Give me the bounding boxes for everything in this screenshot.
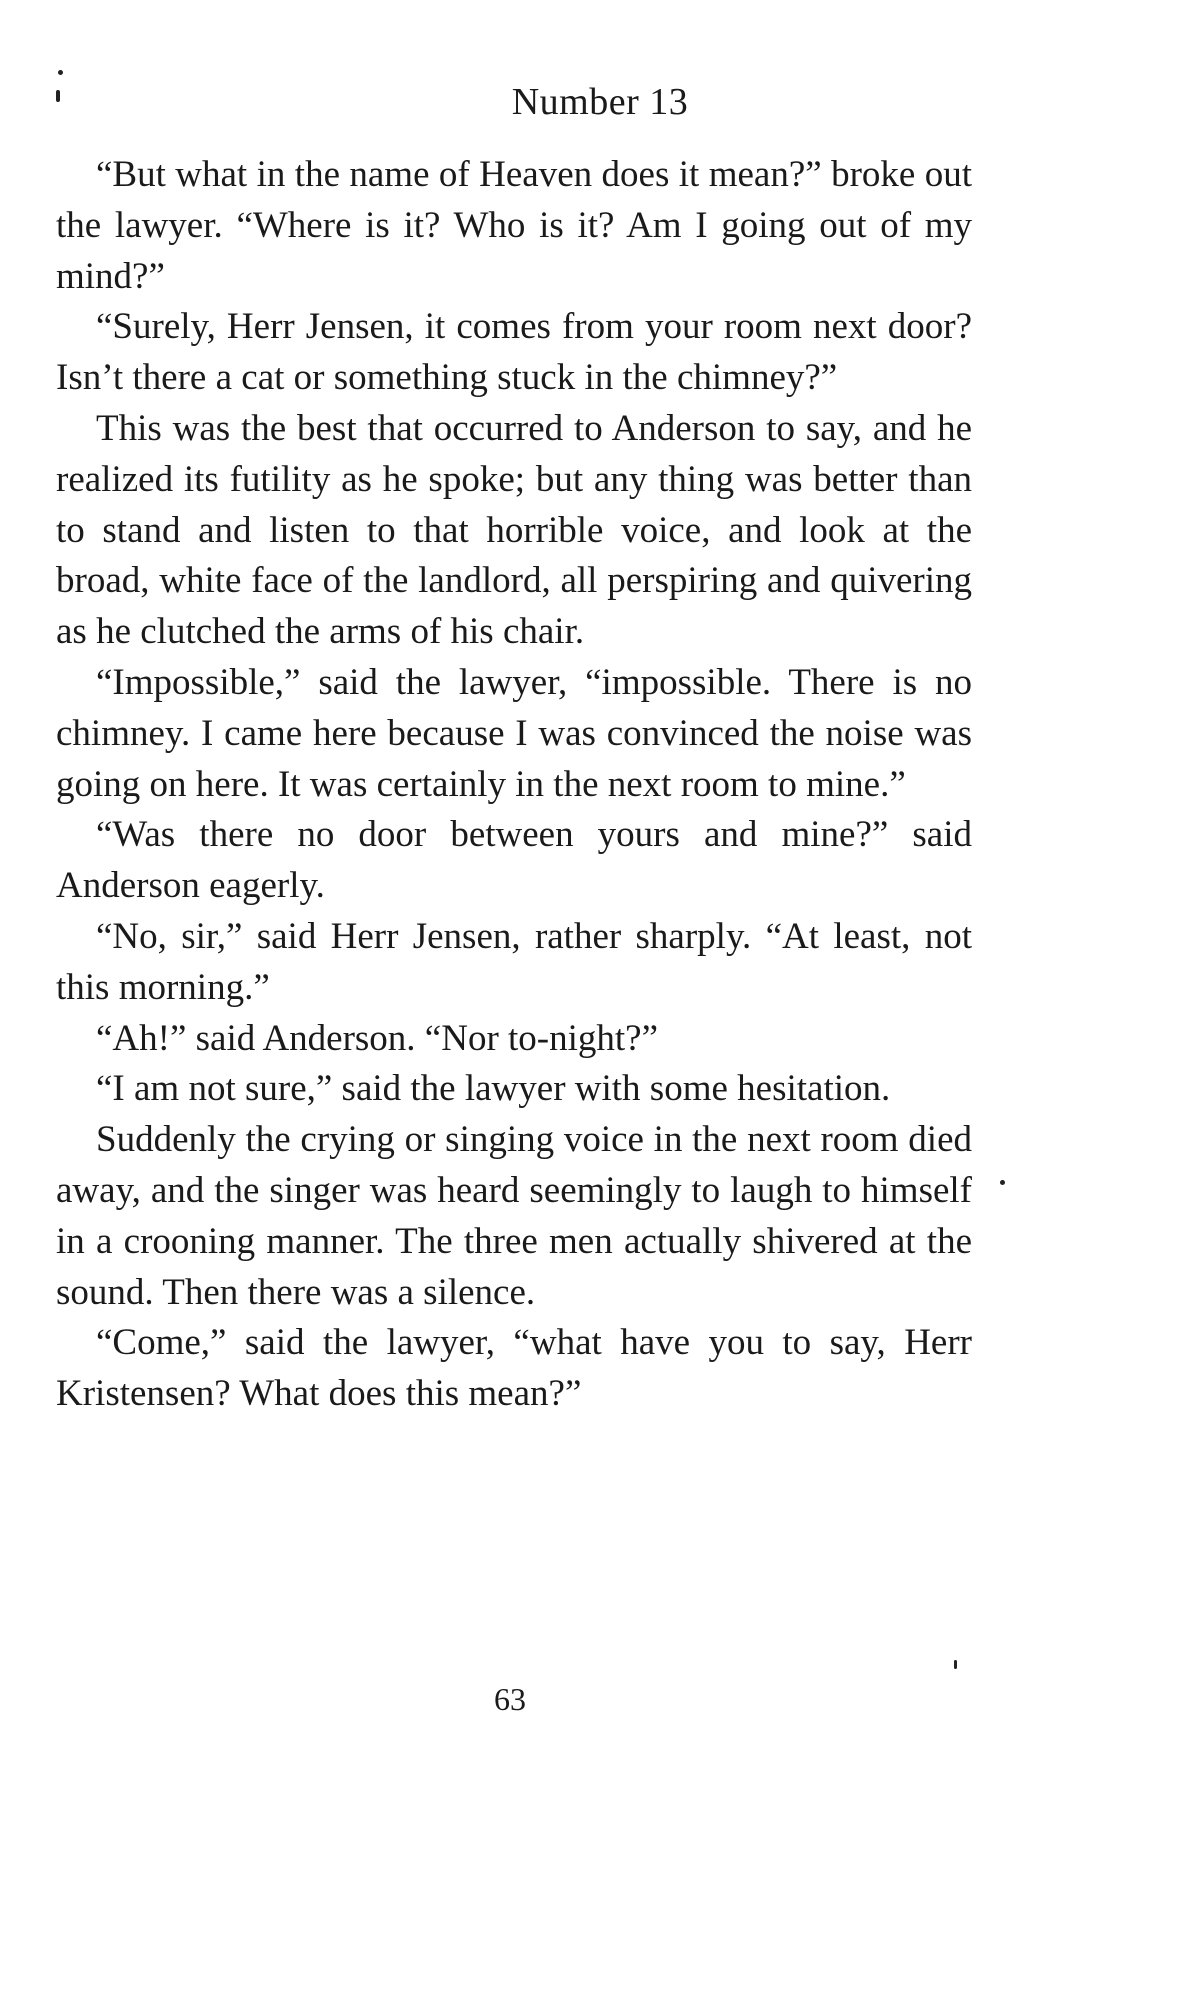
paragraph: “Come,” said the lawyer, “what have you to say, Herr Kristensen? What does this mean?” xyxy=(56,1322,972,1415)
paragraph: “Ah!” said Anderson. “Nor to-night?” xyxy=(96,1017,659,1059)
paragraph: “Was there no door between yours and mine?” said Anderson eagerly. xyxy=(56,814,972,907)
scan-speck xyxy=(954,1660,957,1669)
paragraph: “I am not sure,” said the lawyer with some hesitation. xyxy=(96,1068,891,1110)
paragraph: “But what in the name of Heaven does it mean?” broke out the lawyer. “Where is it? Who is it? Am I going out of my mind?” xyxy=(56,154,972,297)
paragraph: “No, sir,” said Herr Jensen, rather sharply. “At least, not this morning.” xyxy=(56,915,972,1008)
body-text xyxy=(56,150,972,1420)
paragraph: Suddenly the crying or singing voice in the next room died away, and the singer was heard seemingly to laugh to himself in a crooning manner. The three men actually shivered at the sound. Then there was a silence. xyxy=(56,1119,972,1313)
paragraph: This was the best that occurred to Anderson to say, and he realized its futility as he spoke; but any thing was better than to stand and listen to that horrible voice, and look at the broad, white face of the landlord, all perspiring and quivering as he clutched the arms of his chair. xyxy=(56,407,972,653)
scan-speck xyxy=(1000,1180,1005,1185)
paragraph: “Surely, Herr Jensen, it comes from your room next door? Isn’t there a cat or something stuck in the chimney?” xyxy=(56,306,972,399)
paragraph: “Impossible,” said the lawyer, “impossible. There is no chimney. I came here because I was convinced the noise was going on here. It was certainly in the next room to mine.” xyxy=(56,661,972,805)
running-head: Number 13 xyxy=(511,81,689,123)
scan-speck xyxy=(58,70,63,75)
scan-speck xyxy=(56,90,60,102)
page-number: 63 xyxy=(494,1681,526,1717)
